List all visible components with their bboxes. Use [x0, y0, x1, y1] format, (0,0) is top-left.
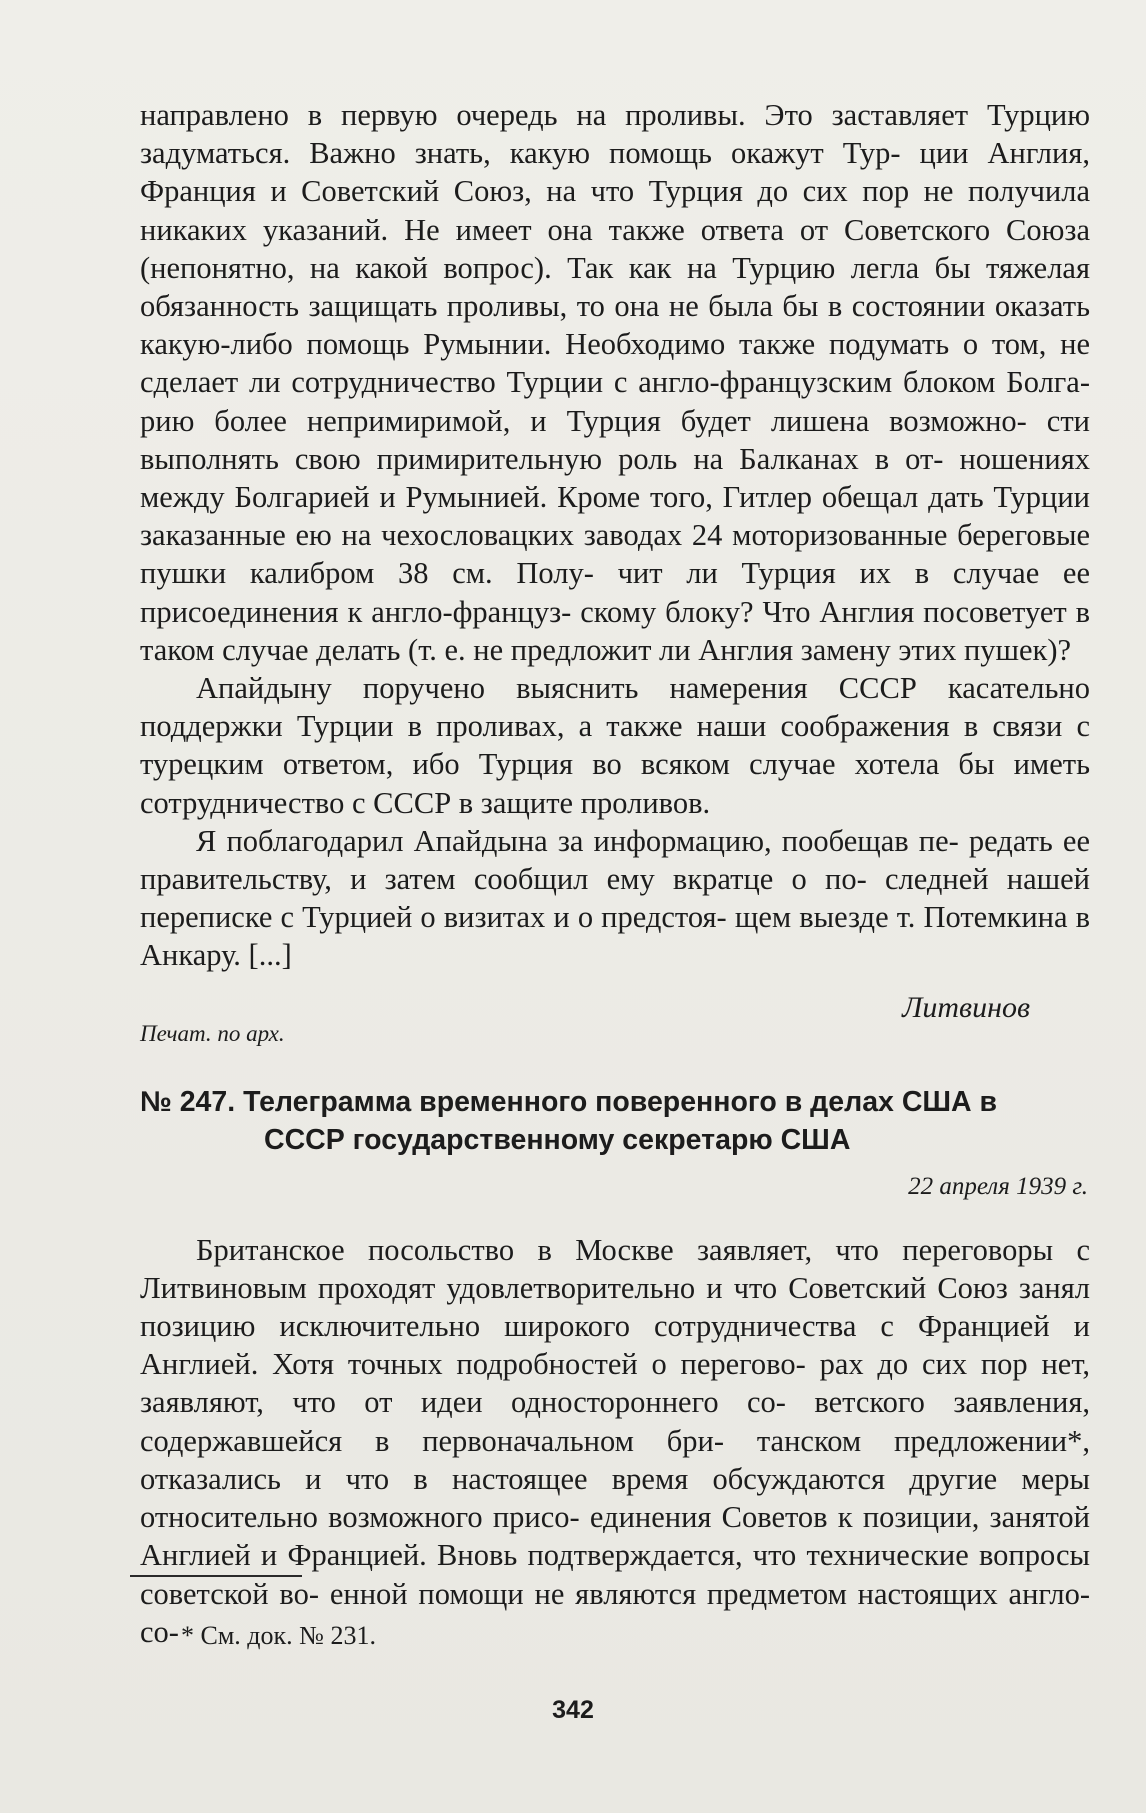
page-content — [140, 96, 1090, 1651]
text-line: то она не была бы в состоянии оказать какую-либо помощь — [140, 289, 1090, 362]
text-line: ветского заявления, содержавшейся в первоначальном бри- — [140, 1385, 1090, 1458]
document-date: 22 апреля 1939 г. — [908, 1172, 1088, 1200]
text-line: Румынии. Необходимо также подумать о том, не сделает ли — [140, 327, 1090, 400]
text-line: щем выезде т. Потемкина в Анкару. [...] — [140, 900, 1091, 973]
text-line: танском предложении*, отказались и что в настоящее время — [140, 1423, 1091, 1496]
text-line: Я поблагодарил Апайдына за информацию, пообещав пе- — [196, 823, 959, 858]
text-line: (т. е. не предложит ли Англия замену этих пушек)? — [408, 632, 1072, 667]
text-line: Британское посольство в Москве заявляет, что переговоры — [196, 1232, 1054, 1267]
text-line: от Советского Союза (непонятно, на какой вопрос). Так как — [140, 212, 1090, 285]
footnote-divider — [130, 1575, 302, 1577]
paragraph-thanks — [140, 822, 1090, 975]
document-heading-line: СССР государственному секретарю США — [264, 1123, 851, 1156]
document-heading-line: № 247. Телеграмма временного поверенного в делах США в — [140, 1085, 998, 1118]
text-line: поддержки Турции в проливах, а также наши соображения в — [140, 709, 979, 744]
signature-block — [140, 991, 1090, 1047]
text-line: обсуждаются другие меры относительно возможного присо- — [140, 1461, 1090, 1535]
text-line: ношениях между Болгарией и Румынией. Кроме того, Гитлер — [140, 441, 1091, 515]
document-body — [140, 1231, 1090, 1651]
text-line: чит ли Турция их в случае ее присоединения к англо-француз- — [140, 556, 1091, 629]
text-line: направлено в первую очередь на проливы. Это заставляет — [140, 98, 969, 132]
continuation-paragraph — [140, 96, 1090, 669]
text-line: сти выполнять свою примирительную роль на Балканах в от- — [140, 403, 1090, 476]
text-line: рах до сих пор нет, заявляют, что от идеи одностороннего со- — [140, 1347, 1090, 1420]
text-line: 24 моторизованные береговые пушки калибром 38 см. Полу- — [140, 518, 1090, 591]
source-note: Печат. по арх. — [140, 1020, 285, 1046]
text-line: Вновь подтверждается, что технические вопросы советской во- — [140, 1538, 1091, 1611]
text-line: ции Англия, Франция и Советский Союз, на что Турция до сих — [140, 136, 1090, 209]
text-line: на Турцию легла бы тяжелая обязанность защищать проливы, — [140, 250, 1091, 324]
text-line: единения Советов к позиции, занятой Англией и Францией. — [140, 1500, 1090, 1573]
text-line: Апайдыну поручено выяснить намерения СССР касательно — [196, 671, 1090, 706]
text-line: енной помощи не являются предметом настоящих англо-со- — [140, 1576, 1090, 1649]
paragraph-apaydin-task — [140, 669, 1090, 822]
text-line: Союз занял позицию исключительно широкого сотрудничества — [140, 1270, 1091, 1344]
text-line: редать ее правительству, и затем сообщил ему вкратце о по- — [140, 823, 1090, 897]
text-line: связи с турецким ответом, ибо Турция во всяком случае хотела — [140, 709, 1090, 782]
text-line: обещал дать Турции заказанные ею на чехословацких заводах — [140, 480, 1091, 553]
text-line: с Литвиновым проходят удовлетворительно и что Советский — [140, 1232, 1090, 1305]
document-heading — [140, 1083, 1090, 1159]
footnote: * См. док. № 231. — [181, 1621, 376, 1650]
signature: Литвинов — [902, 990, 1030, 1024]
text-line: следней нашей переписке с Турцией о визитах и о предстоя- — [140, 862, 1090, 935]
text-line: скому блоку? Что Англия посоветует в таком случае делать — [140, 594, 1091, 667]
text-line: рию более непримиримой, и Турция будет лишена возможно- — [140, 403, 1027, 438]
text-line: Турцию задуматься. Важно знать, какую помощь окажут Тур- — [140, 98, 1090, 171]
text-line: пор не получила никаких указаний. Не имеет она также ответа — [140, 174, 1091, 247]
text-line: сотрудничество Турции с англо-французским блоком Болга- — [291, 365, 1090, 400]
page-number: 342 — [552, 1696, 594, 1724]
text-line: с Францией и Англией. Хотя точных подробностей о перегово- — [140, 1309, 1090, 1382]
text-line: бы иметь сотрудничество с СССР в защите проливов. — [140, 747, 1091, 820]
